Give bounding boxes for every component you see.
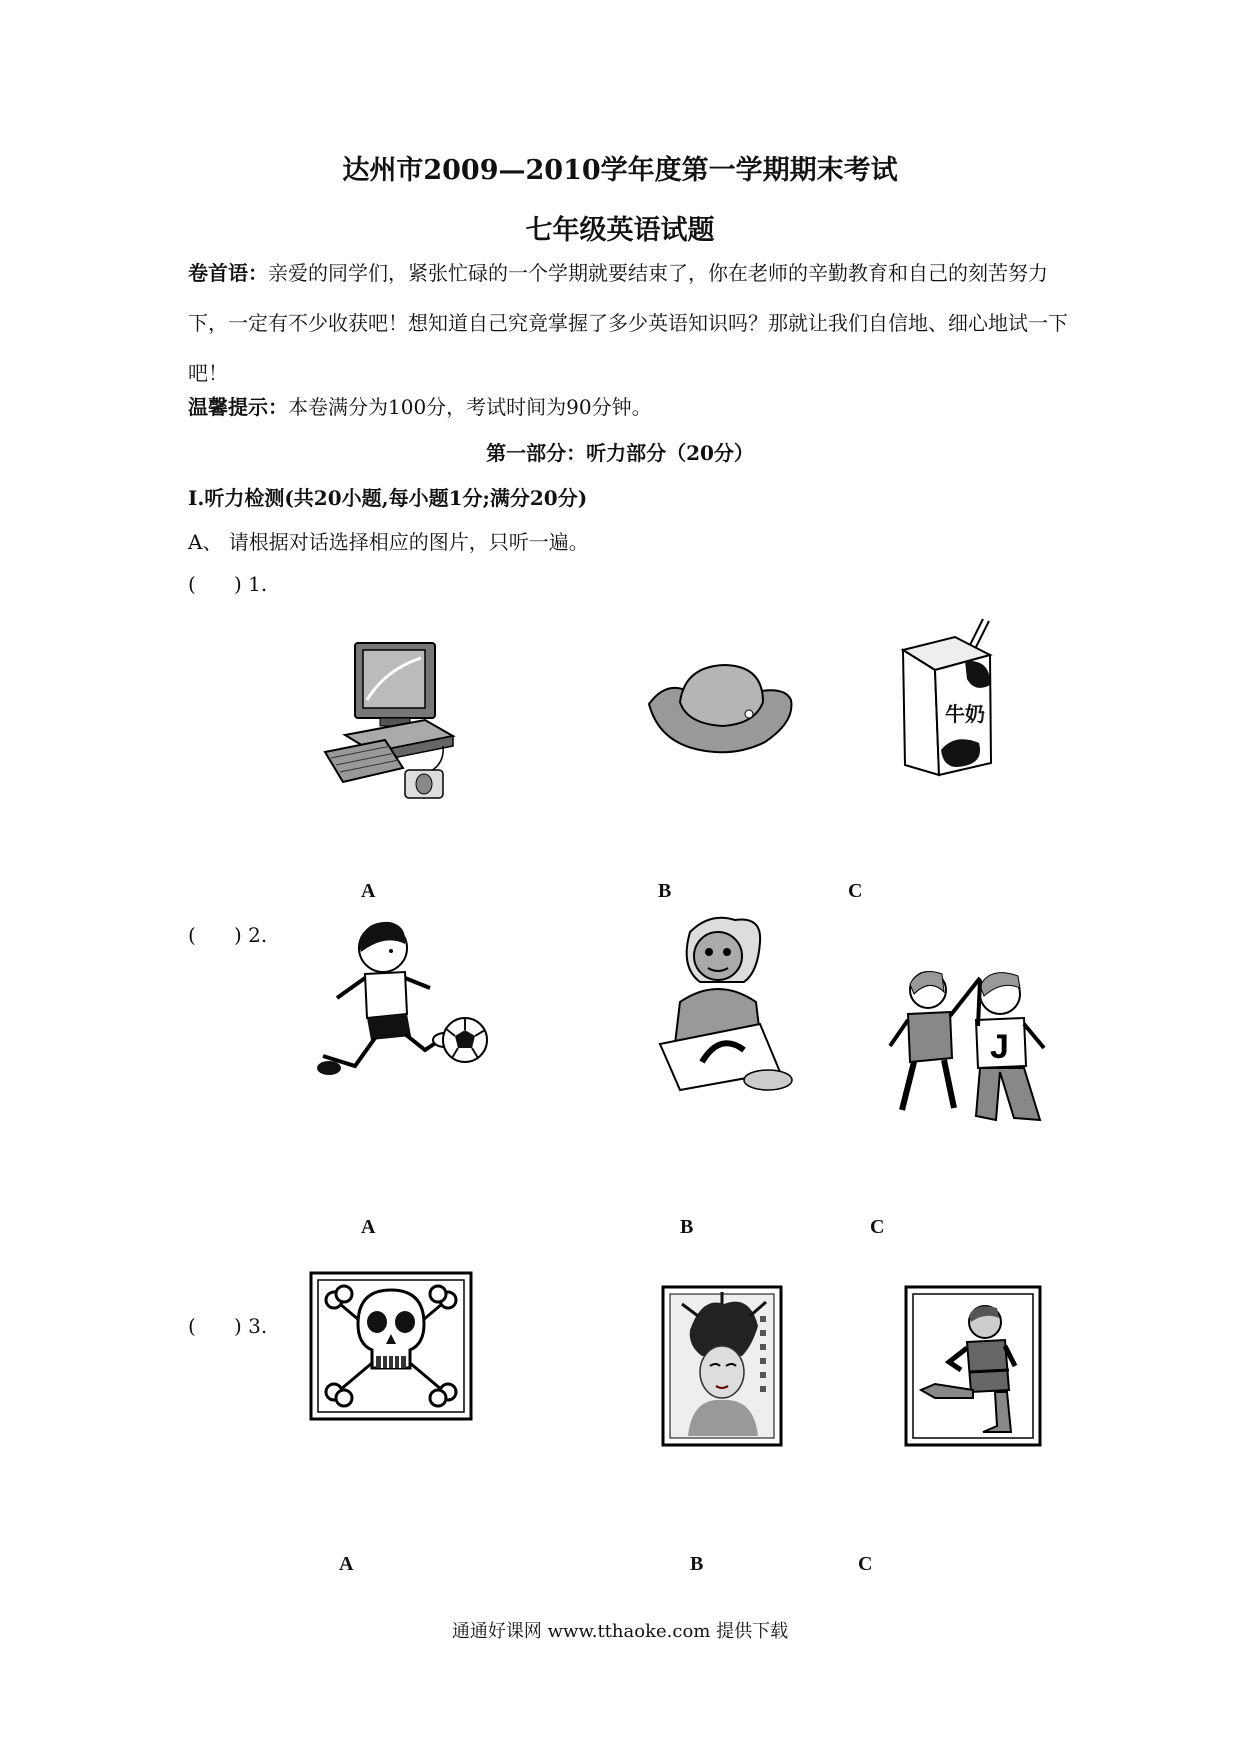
question-2-option-b: B (680, 1216, 694, 1238)
section-listening: I.听力检测(共20小题,每小题1分;满分20分) (188, 486, 588, 510)
question-3-option-c: C (858, 1553, 873, 1575)
question-2-option-a: A (361, 1216, 376, 1238)
skull-crossbones-image (310, 1272, 472, 1420)
exam-title: 达州市2009—2010学年度第一学期期末考试 (342, 155, 898, 186)
kung-fu-kick-image (905, 1286, 1041, 1446)
question-1-option-c: C (848, 880, 863, 902)
peking-opera-image (662, 1286, 782, 1446)
preface-label: 卷首语： (188, 261, 268, 285)
milk-label: 牛奶 (945, 702, 985, 726)
question-2-number: ( ) 2. (188, 923, 268, 947)
preface-paragraph (188, 248, 1068, 398)
question-2-option-c: C (870, 1216, 885, 1238)
computer-image (325, 640, 475, 800)
tip-label: 温馨提示： (188, 395, 288, 419)
hat-image (645, 662, 795, 757)
question-3-option-b: B (690, 1553, 704, 1575)
exam-subtitle: 七年级英语试题 (525, 215, 715, 246)
instruction-a: A、 请根据对话选择相应的图片，只听一遍。 (188, 530, 589, 554)
tip-text: 本卷满分为100分，考试时间为90分钟。 (288, 395, 652, 419)
question-3-option-a: A (339, 1553, 354, 1575)
milk-carton-image (895, 615, 1005, 780)
preface-text: 亲爱的同学们，紧张忙碌的一个学期就要结束了，你在老师的辛勤教育和自己的刻苦努力下，一定有不少收获吧！想知道自己究竟掌握了多少英语知识吗？那就让我们自信地、细心地试一下吧！ (188, 261, 1068, 385)
part1-heading: 第一部分：听力部分（20分） (486, 441, 754, 465)
tip-paragraph (188, 382, 1068, 432)
boy-kicking-ball-image (315, 918, 490, 1083)
question-1-number: ( ) 1. (188, 572, 268, 596)
footer-source: 通通好课网 www.tthaoke.com 提供下载 (451, 1621, 789, 1642)
children-dancing-image (880, 958, 1050, 1123)
question-3-number: ( ) 3. (188, 1314, 268, 1338)
shirt-letter: J (990, 1028, 1009, 1066)
girl-drawing-image (640, 912, 800, 1097)
question-1-option-b: B (658, 880, 672, 902)
question-1-option-a: A (361, 880, 376, 902)
